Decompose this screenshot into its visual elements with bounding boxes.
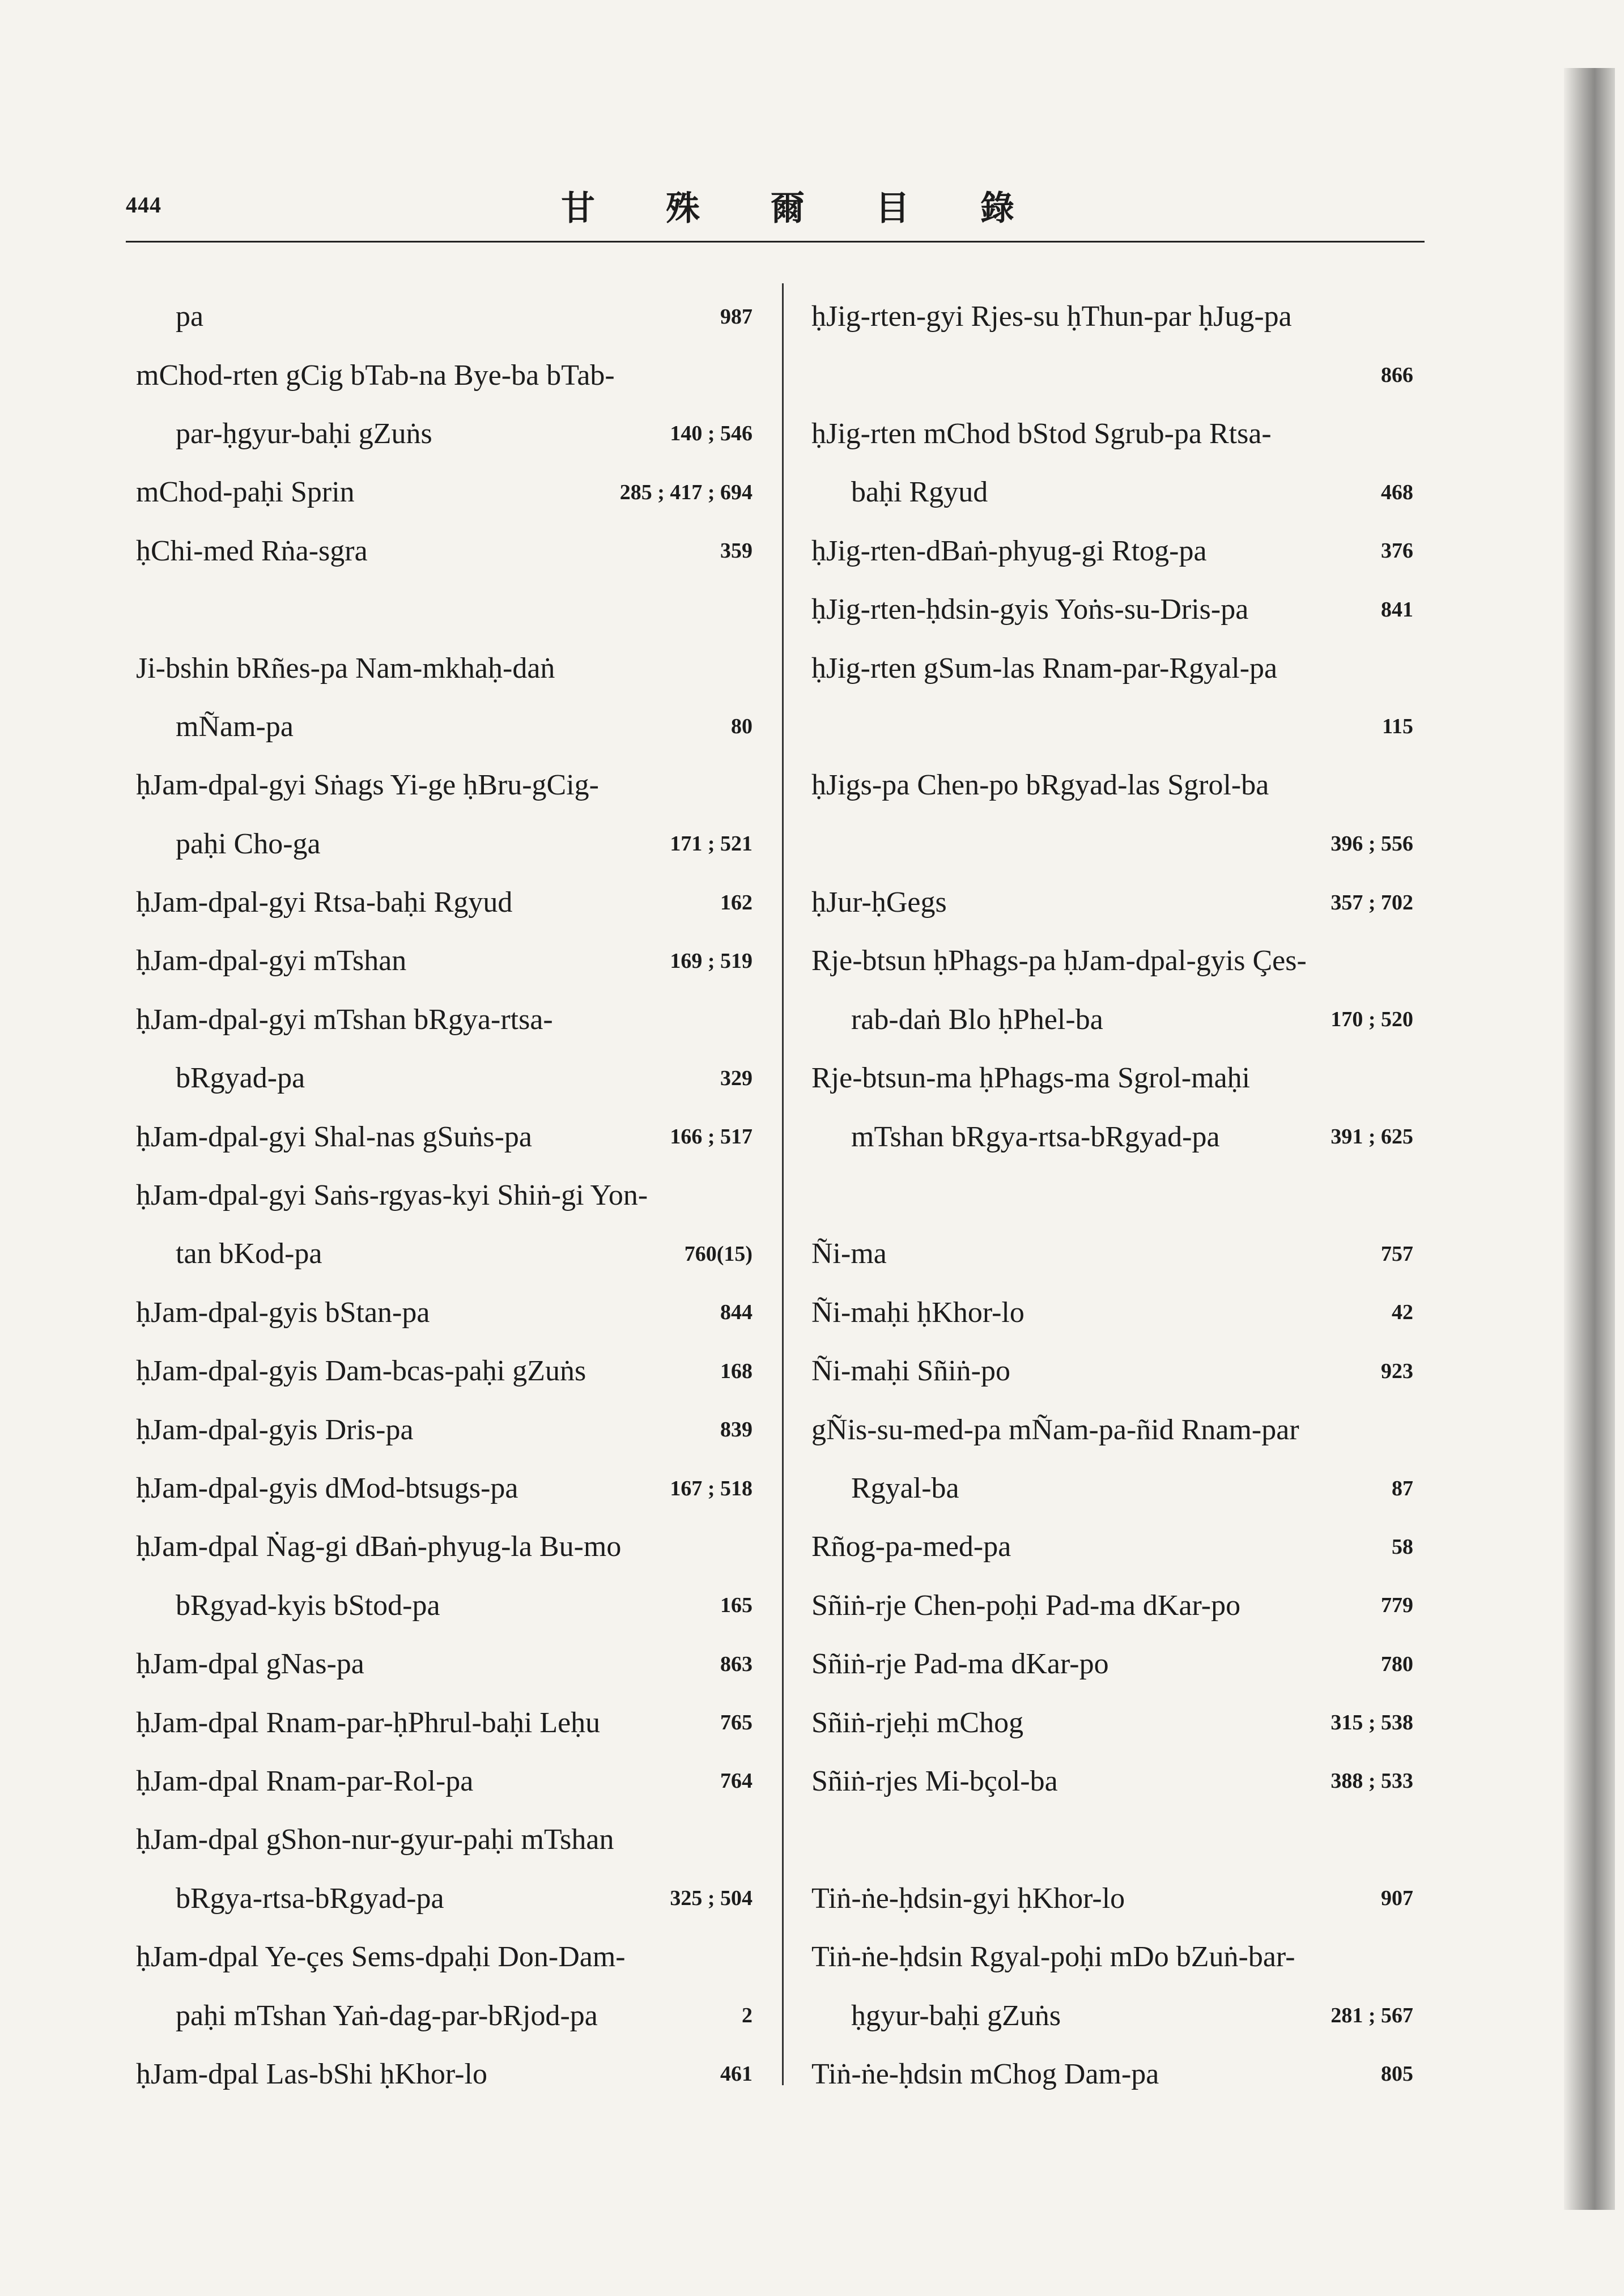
entry-title: gÑis-su-med-pa mÑam-pa-ñid Rnam-par bbox=[811, 1413, 1299, 1446]
index-entry-line bbox=[811, 405, 1413, 463]
entry-page-ref: 168 bbox=[720, 1359, 753, 1383]
index-entry-line bbox=[811, 1224, 1413, 1283]
entry-page-ref: 281 ; 567 bbox=[1330, 2004, 1413, 2028]
index-entry-line bbox=[811, 1869, 1413, 1928]
index-entry-line bbox=[811, 1400, 1413, 1459]
entry-title: mÑam-pa bbox=[176, 710, 294, 743]
entry-page-ref: 285 ; 417 ; 694 bbox=[619, 480, 753, 504]
index-entry-line bbox=[136, 522, 753, 580]
index-entry-line bbox=[811, 1517, 1413, 1576]
blank-spacer bbox=[811, 1166, 1413, 1224]
entry-title: ḥJam-dpal Rnam-par-Rol-pa bbox=[136, 1764, 474, 1797]
entry-title: par-ḥgyur-baḥi gZuṅs bbox=[176, 417, 432, 450]
entry-page-ref: 863 bbox=[720, 1652, 753, 1676]
entry-page-ref: 80 bbox=[731, 715, 753, 739]
index-entry-line bbox=[811, 1752, 1413, 1810]
entry-title: Rgyal-ba bbox=[851, 1472, 959, 1504]
entry-title: rab-daṅ Blo ḥPhel-ba bbox=[851, 1003, 1103, 1036]
index-entry-line bbox=[811, 1342, 1413, 1400]
entry-title: ḥJam-dpal Ṅag-gi dBaṅ-phyug-la Bu-mo bbox=[136, 1530, 622, 1563]
entry-page-ref: 461 bbox=[720, 2062, 753, 2086]
entry-title: Sñiṅ-rje Pad-ma dKar-po bbox=[811, 1648, 1109, 1681]
entry-title: bRgyad-pa bbox=[176, 1062, 305, 1095]
entry-page-ref: 760(15) bbox=[684, 1241, 753, 1266]
index-entry-line bbox=[136, 1049, 753, 1107]
index-entry-line bbox=[136, 815, 753, 873]
entry-title: paḥi Cho-ga bbox=[176, 827, 321, 860]
entry-page-ref: 396 ; 556 bbox=[1330, 832, 1413, 856]
index-entry-line bbox=[811, 1693, 1413, 1751]
index-entry-line bbox=[811, 463, 1413, 521]
entry-page-ref: 166 ; 517 bbox=[670, 1125, 753, 1149]
index-entry-line bbox=[811, 639, 1413, 697]
entry-title: ḥJam-dpal gNas-pa bbox=[136, 1648, 364, 1681]
right-index-column bbox=[811, 287, 1413, 2103]
index-entry-line bbox=[136, 405, 753, 463]
index-entry-line bbox=[811, 346, 1413, 404]
entry-title: ḥJam-dpal gShon-nur-gyur-paḥi mTshan bbox=[136, 1823, 614, 1856]
index-entry-line bbox=[136, 990, 753, 1049]
page-edge-shadow bbox=[1564, 68, 1615, 2210]
index-entry-line bbox=[136, 346, 753, 404]
entry-title: ḥgyur-baḥi gZuṅs bbox=[851, 1999, 1061, 2032]
entry-page-ref: 388 ; 533 bbox=[1330, 1769, 1413, 1793]
entry-page-ref: 169 ; 519 bbox=[670, 949, 753, 973]
entry-title: baḥi Rgyud bbox=[851, 476, 988, 509]
index-entry-line bbox=[811, 815, 1413, 873]
index-entry-line bbox=[811, 1049, 1413, 1107]
entry-title: Sñiṅ-rjeḥi mChog bbox=[811, 1706, 1024, 1739]
entry-page-ref: 765 bbox=[720, 1711, 753, 1735]
entry-title: bRgya-rtsa-bRgyad-pa bbox=[176, 1882, 444, 1915]
entry-title: ḥJam-dpal-gyi Shal-nas gSuṅs-pa bbox=[136, 1120, 533, 1153]
entry-page-ref: 779 bbox=[1381, 1593, 1413, 1618]
index-entry-line bbox=[811, 1928, 1413, 1986]
index-entry-line bbox=[136, 1400, 753, 1459]
entry-page-ref: 315 ; 538 bbox=[1330, 1711, 1413, 1735]
index-entry-line bbox=[136, 1810, 753, 1869]
index-entry-line bbox=[136, 1342, 753, 1400]
entry-title: Tiṅ-ṅe-ḥdsin Rgyal-poḥi mDo bZuṅ-bar- bbox=[811, 1941, 1295, 1974]
entry-page-ref: 58 bbox=[1392, 1534, 1413, 1559]
index-entry-line bbox=[136, 1986, 753, 2044]
column-divider bbox=[782, 283, 784, 2085]
entry-title: Ñi-maḥi ḥKhor-lo bbox=[811, 1296, 1024, 1329]
entry-page-ref: 907 bbox=[1381, 1886, 1413, 1911]
entry-page-ref: 839 bbox=[720, 1418, 753, 1442]
entry-title: ḥJam-dpal-gyis Dris-pa bbox=[136, 1413, 414, 1446]
entry-page-ref: 171 ; 521 bbox=[670, 832, 753, 856]
entry-title: ḥJig-rten-ḥdsin-gyis Yoṅs-su-Dris-pa bbox=[811, 593, 1249, 626]
entry-title: ḥChi-med Rṅa-sgra bbox=[136, 534, 368, 567]
entry-page-ref: 923 bbox=[1381, 1359, 1413, 1383]
index-entry-line bbox=[811, 2045, 1413, 2103]
entry-page-ref: 805 bbox=[1381, 2062, 1413, 2086]
entry-page-ref: 42 bbox=[1392, 1300, 1413, 1325]
entry-title: ḥJam-dpal Ye-çes Sems-dpaḥi Don-Dam- bbox=[136, 1941, 626, 1974]
entry-title: pa bbox=[176, 300, 204, 333]
index-entry-line bbox=[811, 1459, 1413, 1517]
index-entry-line bbox=[811, 522, 1413, 580]
entry-page-ref: 87 bbox=[1392, 1476, 1413, 1500]
entry-title: ḥJam-dpal-gyi Saṅs-rgyas-kyi Shiṅ-gi Yon- bbox=[136, 1179, 648, 1212]
entry-page-ref: 866 bbox=[1381, 363, 1413, 388]
entry-page-ref: 780 bbox=[1381, 1652, 1413, 1676]
entry-title: ḥJam-dpal Rnam-par-ḥPhrul-baḥi Leḥu bbox=[136, 1706, 601, 1739]
entry-title: Sñiṅ-rjes Mi-bçol-ba bbox=[811, 1764, 1058, 1797]
entry-title: ḥJam-dpal-gyis bStan-pa bbox=[136, 1296, 430, 1329]
running-title-char: 錄 bbox=[980, 189, 1014, 228]
entry-page-ref: 325 ; 504 bbox=[670, 1886, 753, 1911]
entry-title: Tiṅ-ṅe-ḥdsin mChog Dam-pa bbox=[811, 2057, 1159, 2090]
index-entry-line bbox=[811, 1283, 1413, 1342]
entry-title: Ñi-ma bbox=[811, 1238, 887, 1270]
index-entry-line bbox=[136, 756, 753, 814]
entry-title: Sñiṅ-rje Chen-poḥi Pad-ma dKar-po bbox=[811, 1589, 1241, 1622]
running-title bbox=[561, 181, 1014, 230]
entry-title: Rñog-pa-med-pa bbox=[811, 1530, 1011, 1563]
running-title-char: 爾 bbox=[771, 189, 805, 228]
entry-title: tan bKod-pa bbox=[176, 1238, 322, 1270]
index-entry-line bbox=[136, 1752, 753, 1810]
index-entry-line bbox=[136, 1693, 753, 1751]
index-entry-line bbox=[136, 2045, 753, 2103]
entry-page-ref: 844 bbox=[720, 1300, 753, 1325]
entry-title: ḥJig-rten mChod bStod Sgrub-pa Rtsa- bbox=[811, 417, 1272, 450]
entry-title: ḥJam-dpal-gyi mTshan bRgya-rtsa- bbox=[136, 1003, 553, 1036]
running-title-char: 甘 bbox=[561, 189, 595, 228]
entry-page-ref: 329 bbox=[720, 1066, 753, 1090]
entry-title: ḥJam-dpal-gyi Sṅags Yi-ge ḥBru-gCig- bbox=[136, 769, 599, 802]
entry-page-ref: 165 bbox=[720, 1593, 753, 1618]
entry-page-ref: 391 ; 625 bbox=[1330, 1125, 1413, 1149]
index-entry-line bbox=[136, 463, 753, 521]
index-entry-line bbox=[811, 990, 1413, 1049]
entry-page-ref: 841 bbox=[1381, 597, 1413, 622]
blank-spacer bbox=[811, 1810, 1413, 1869]
index-entry-line bbox=[136, 1635, 753, 1693]
entry-title: Ñi-maḥi Sñiṅ-po bbox=[811, 1355, 1010, 1388]
index-entry-line bbox=[136, 873, 753, 932]
entry-page-ref: 162 bbox=[720, 890, 753, 915]
entry-title: bRgyad-kyis bStod-pa bbox=[176, 1589, 440, 1622]
index-entry-line bbox=[136, 1107, 753, 1166]
entry-page-ref: 357 ; 702 bbox=[1330, 890, 1413, 915]
entry-page-ref: 764 bbox=[720, 1769, 753, 1793]
index-entry-line bbox=[136, 1166, 753, 1224]
entry-title: Ji-bshin bRñes-pa Nam-mkhaḥ-daṅ bbox=[136, 652, 555, 684]
running-title-char: 殊 bbox=[666, 189, 700, 228]
index-entry-line bbox=[811, 1986, 1413, 2044]
index-entry-line bbox=[811, 1576, 1413, 1635]
index-entry-line bbox=[811, 580, 1413, 639]
index-entry-line bbox=[811, 287, 1413, 346]
index-entry-line bbox=[811, 698, 1413, 756]
index-entry-line bbox=[811, 1635, 1413, 1693]
entry-page-ref: 167 ; 518 bbox=[670, 1476, 753, 1500]
entry-page-ref: 359 bbox=[720, 539, 753, 563]
entry-title: ḥJigs-pa Chen-po bRgyad-las Sgrol-ba bbox=[811, 769, 1269, 802]
index-entry-line bbox=[136, 1576, 753, 1635]
index-entry-line bbox=[811, 873, 1413, 932]
entry-title: ḥJig-rten-dBaṅ-phyug-gi Rtog-pa bbox=[811, 534, 1207, 567]
header-rule bbox=[126, 241, 1425, 243]
index-entry-line bbox=[136, 1869, 753, 1928]
entry-title: Rje-btsun ḥPhags-pa ḥJam-dpal-gyis Çes- bbox=[811, 945, 1307, 977]
entry-title: mChod-paḥi Sprin bbox=[136, 476, 355, 509]
index-entry-line bbox=[136, 1224, 753, 1283]
entry-title: ḥJam-dpal-gyi Rtsa-baḥi Rgyud bbox=[136, 886, 513, 919]
entry-title: ḥJam-dpal-gyi mTshan bbox=[136, 945, 407, 977]
index-entry-line bbox=[136, 1517, 753, 1576]
index-entry-line bbox=[136, 1459, 753, 1517]
entry-title: ḥJam-dpal-gyis dMod-btsugs-pa bbox=[136, 1472, 518, 1504]
entry-title: paḥi mTshan Yaṅ-dag-par-bRjod-pa bbox=[176, 1999, 598, 2032]
entry-page-ref: 376 bbox=[1381, 539, 1413, 563]
blank-spacer bbox=[136, 580, 753, 639]
entry-page-ref: 987 bbox=[720, 304, 753, 329]
index-entry-line bbox=[811, 932, 1413, 990]
entry-page-ref: 115 bbox=[1382, 715, 1413, 739]
entry-title: ḥJig-rten gSum-las Rnam-par-Rgyal-pa bbox=[811, 652, 1278, 684]
index-entry-line bbox=[136, 932, 753, 990]
entry-page-ref: 2 bbox=[742, 2004, 753, 2028]
entry-title: mChod-rten gCig bTab-na Bye-ba bTab- bbox=[136, 359, 615, 392]
entry-title: ḥJam-dpal Las-bShi ḥKhor-lo bbox=[136, 2057, 487, 2090]
entry-title: ḥJur-ḥGegs bbox=[811, 886, 947, 919]
entry-title: Rje-btsun-ma ḥPhags-ma Sgrol-maḥi bbox=[811, 1062, 1251, 1095]
entry-page-ref: 757 bbox=[1381, 1241, 1413, 1266]
index-entry-line bbox=[811, 756, 1413, 814]
index-entry-line bbox=[136, 639, 753, 697]
index-entry-line bbox=[136, 1928, 753, 1986]
entry-page-ref: 468 bbox=[1381, 480, 1413, 504]
index-entry-line bbox=[136, 1283, 753, 1342]
index-entry-line bbox=[136, 287, 753, 346]
entry-title: ḥJam-dpal-gyis Dam-bcas-paḥi gZuṅs bbox=[136, 1355, 586, 1388]
entry-page-ref: 140 ; 546 bbox=[670, 422, 753, 446]
entry-page-ref: 170 ; 520 bbox=[1330, 1007, 1413, 1032]
left-index-column bbox=[136, 287, 753, 2103]
entry-title: Tiṅ-ṅe-ḥdsin-gyi ḥKhor-lo bbox=[811, 1882, 1125, 1915]
index-entry-line bbox=[136, 698, 753, 756]
running-title-char: 目 bbox=[875, 189, 909, 228]
entry-title: mTshan bRgya-rtsa-bRgyad-pa bbox=[851, 1120, 1220, 1153]
page-number: 444 bbox=[126, 192, 161, 218]
index-entry-line bbox=[811, 1107, 1413, 1166]
entry-title: ḥJig-rten-gyi Rjes-su ḥThun-par ḥJug-pa bbox=[811, 300, 1292, 333]
